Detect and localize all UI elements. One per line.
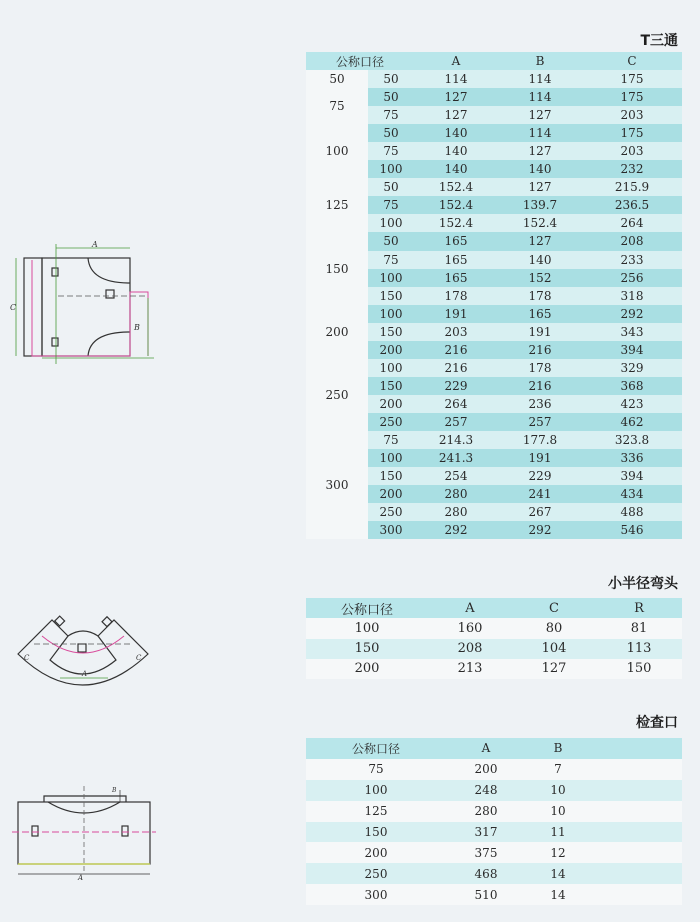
inspection-blank-cell [590, 780, 682, 801]
inspection-b-cell: 10 [550, 783, 566, 798]
tee-drawing [8, 238, 156, 370]
tee-main-size-cell: 200 [306, 305, 368, 359]
elbow-r-cell: 150 [626, 661, 652, 677]
inspection-a-cell: 375 [474, 845, 498, 860]
tee-a-cell: 127 [444, 90, 468, 105]
tee-branch-size-cell: 75 [383, 252, 399, 267]
tee-main-size-cell: 100 [306, 124, 368, 178]
tee-a-cell: 178 [444, 288, 468, 303]
inspection-b-cell: 14 [550, 866, 566, 881]
tee-main-size-cell: 50 [306, 70, 368, 88]
tee-b-cell: 114 [528, 72, 552, 87]
tee-dim-c-label: C [10, 303, 17, 312]
inspection-b-cell: 10 [550, 804, 566, 819]
tee-a-cell: 264 [444, 396, 468, 411]
tee-table-row [306, 88, 682, 106]
elbow-table-row [306, 659, 682, 679]
tee-branch-size-cell: 150 [379, 324, 403, 339]
tee-c-cell: 546 [620, 523, 644, 538]
tee-branch-size-cell: 250 [379, 414, 403, 429]
tee-c-cell: 208 [620, 234, 644, 249]
elbow-table-row [306, 618, 682, 638]
tee-b-cell: 127 [528, 234, 552, 249]
tee-branch-size-cell: 100 [379, 270, 403, 285]
tee-branch-size-cell: 50 [383, 180, 399, 195]
inspection-table-body [306, 759, 682, 905]
tee-branch-size-cell: 50 [383, 234, 399, 249]
elbow-spec-table [306, 598, 682, 679]
inspection-b-cell: 12 [550, 845, 566, 860]
inspection-spec-table [306, 738, 682, 905]
tee-branch-size-cell: 250 [379, 505, 403, 520]
tee-a-cell: 203 [444, 324, 468, 339]
tee-spec-table [306, 52, 682, 539]
inspection-a-cell: 200 [474, 762, 498, 777]
tee-c-cell: 256 [620, 270, 644, 285]
tee-c-cell: 236.5 [614, 198, 650, 213]
tee-table-row [306, 232, 682, 250]
inspection-table-header-row [306, 738, 682, 759]
tee-branch-size-cell: 150 [379, 469, 403, 484]
tee-a-cell: 114 [444, 72, 468, 87]
tee-b-cell: 127 [528, 180, 552, 195]
tee-a-cell: 280 [444, 487, 468, 502]
tee-table-row [306, 431, 682, 449]
tee-b-cell: 152 [528, 270, 552, 285]
tee-main-size-cell: 250 [306, 359, 368, 431]
elbow-header-a: A [465, 600, 475, 616]
elbow-c-cell: 104 [541, 641, 567, 657]
elbow-a-cell: 160 [457, 620, 483, 636]
tee-a-cell: 140 [444, 144, 468, 159]
tee-c-cell: 292 [620, 306, 644, 321]
tee-a-cell: 165 [444, 270, 468, 285]
tee-b-cell: 178 [528, 288, 552, 303]
tee-a-cell: 280 [444, 505, 468, 520]
tee-a-cell: 216 [444, 360, 468, 375]
tee-b-cell: 216 [528, 342, 552, 357]
tee-b-cell: 140 [528, 162, 552, 177]
elbow-c-cell: 80 [545, 620, 563, 636]
elbow-size-cell: 200 [354, 661, 380, 677]
tee-main-size-cell: 150 [306, 232, 368, 304]
elbow-table-row [306, 639, 682, 659]
tee-branch-size-cell: 75 [383, 108, 399, 123]
tee-b-cell: 178 [528, 360, 552, 375]
tee-c-cell: 394 [620, 342, 644, 357]
inspection-size-cell: 200 [364, 845, 388, 860]
tee-b-cell: 127 [528, 108, 552, 123]
tee-b-cell: 127 [528, 144, 552, 159]
inspection-a-cell: 280 [474, 804, 498, 819]
tee-a-cell: 152.4 [438, 198, 474, 213]
tee-branch-size-cell: 75 [383, 198, 399, 213]
elbow-section-title: 小半径弯头 [608, 576, 678, 592]
tee-b-cell: 177.8 [522, 433, 558, 447]
tee-b-cell: 216 [528, 378, 552, 393]
tee-b-cell: 139.7 [522, 198, 558, 213]
tee-main-size-cell: 75 [306, 88, 368, 124]
elbow-header-nominal-size: 公称口径 [340, 602, 393, 618]
inspection-dim-b-label: B [112, 787, 117, 794]
inspection-drawing [8, 780, 158, 882]
tee-main-size-cell: 125 [306, 178, 368, 232]
tee-branch-size-cell: 200 [379, 396, 403, 411]
elbow-a-cell: 208 [457, 641, 483, 657]
inspection-table-row [306, 884, 682, 905]
inspection-size-cell: 100 [364, 783, 388, 798]
inspection-a-cell: 510 [474, 887, 498, 902]
tee-a-cell: 165 [444, 252, 468, 267]
elbow-drawing [12, 606, 154, 686]
tee-c-cell: 215.9 [614, 180, 650, 195]
tee-c-cell: 175 [620, 90, 644, 105]
inspection-a-cell: 317 [474, 825, 498, 839]
inspection-table-row [306, 863, 682, 884]
inspection-b-cell: 14 [550, 887, 566, 902]
tee-branch-size-cell: 100 [379, 216, 403, 231]
tee-b-cell: 292 [528, 523, 552, 538]
inspection-size-cell: 150 [364, 825, 388, 839]
tee-header-c: C [627, 54, 637, 69]
tee-c-cell: 336 [620, 451, 644, 466]
inspection-table-row [306, 842, 682, 863]
tee-c-cell: 462 [620, 414, 644, 429]
inspection-b-cell: 7 [554, 762, 562, 777]
inspection-a-cell: 468 [474, 866, 498, 881]
tee-b-cell: 267 [528, 505, 552, 520]
tee-section-title: T三通 [640, 33, 678, 49]
tee-table-row [306, 124, 682, 142]
tee-table-row [306, 305, 682, 323]
tee-b-cell: 191 [528, 324, 552, 339]
inspection-blank-cell [590, 863, 682, 884]
tee-c-cell: 264 [620, 216, 644, 231]
tee-branch-size-cell: 300 [379, 523, 403, 538]
tee-a-cell: 140 [444, 126, 468, 141]
tee-a-cell: 152.4 [438, 180, 474, 195]
tee-a-cell: 241.3 [438, 451, 474, 466]
elbow-table-header-row [306, 598, 682, 618]
inspection-b-cell: 11 [550, 825, 566, 839]
elbow-c-cell: 127 [541, 661, 567, 677]
tee-b-cell: 257 [528, 414, 552, 429]
tee-a-cell: 191 [444, 306, 468, 321]
inspection-size-cell: 300 [364, 887, 388, 902]
elbow-dim-a-label: A [82, 670, 88, 678]
elbow-header-r: R [634, 600, 644, 616]
tee-table-body [306, 70, 682, 539]
elbow-dim-c-right-label: C [136, 654, 142, 662]
tee-branch-size-cell: 50 [383, 72, 399, 87]
tee-b-cell: 191 [528, 451, 552, 466]
tee-branch-size-cell: 100 [379, 162, 403, 177]
elbow-size-cell: 150 [354, 641, 380, 657]
tee-branch-size-cell: 50 [383, 90, 399, 105]
tee-table-row [306, 359, 682, 377]
tee-a-cell: 292 [444, 523, 468, 538]
tee-c-cell: 434 [620, 487, 644, 502]
tee-branch-size-cell: 150 [379, 288, 403, 303]
inspection-header-b: B [553, 741, 563, 756]
inspection-size-cell: 250 [364, 866, 388, 881]
tee-c-cell: 343 [620, 324, 644, 339]
inspection-header-a: A [481, 741, 491, 756]
tee-table-row [306, 178, 682, 196]
elbow-a-cell: 213 [457, 661, 483, 677]
tee-c-cell: 318 [620, 288, 644, 303]
tee-a-cell: 152.4 [438, 216, 474, 231]
inspection-table-row [306, 759, 682, 780]
inspection-table-row [306, 801, 682, 822]
tee-branch-size-cell: 200 [379, 342, 403, 357]
tee-b-cell: 165 [528, 306, 552, 321]
tee-branch-size-cell: 150 [379, 378, 403, 393]
tee-a-cell: 216 [444, 342, 468, 357]
tee-branch-size-cell: 200 [379, 487, 403, 502]
inspection-size-cell: 125 [364, 804, 388, 819]
tee-table-header-row [306, 52, 682, 70]
tee-dim-b-label: B [134, 323, 140, 332]
inspection-blank-cell [590, 801, 682, 822]
tee-c-cell: 423 [620, 396, 644, 411]
tee-c-cell: 329 [620, 360, 644, 375]
tee-table-row [306, 70, 682, 88]
inspection-a-cell: 248 [474, 783, 498, 798]
tee-branch-size-cell: 100 [379, 451, 403, 466]
tee-branch-size-cell: 75 [383, 144, 399, 159]
tee-a-cell: 214.3 [438, 433, 474, 447]
tee-b-cell: 152.4 [522, 216, 558, 231]
inspection-blank-cell [590, 884, 682, 905]
tee-branch-size-cell: 100 [379, 360, 403, 375]
tee-branch-size-cell: 50 [383, 126, 399, 141]
inspection-dim-a-label: A [78, 874, 84, 882]
inspection-size-cell: 75 [368, 762, 384, 777]
tee-c-cell: 203 [620, 108, 644, 123]
tee-a-cell: 257 [444, 414, 468, 429]
tee-dim-a-label: A [92, 240, 98, 249]
tee-a-cell: 127 [444, 108, 468, 123]
tee-c-cell: 323.8 [614, 433, 650, 447]
tee-b-cell: 236 [528, 396, 552, 411]
inspection-blank-cell [590, 822, 682, 843]
tee-b-cell: 140 [528, 252, 552, 267]
elbow-r-cell: 113 [626, 641, 652, 657]
tee-header-a: A [451, 54, 461, 69]
tee-c-cell: 232 [620, 162, 644, 177]
inspection-blank-cell [590, 759, 682, 780]
inspection-section-title: 检查口 [636, 715, 678, 731]
tee-c-cell: 488 [620, 505, 644, 520]
tee-b-cell: 229 [528, 469, 552, 484]
elbow-header-c: C [549, 600, 559, 616]
tee-a-cell: 165 [444, 234, 468, 249]
inspection-header-nominal-size: 公称口径 [351, 741, 400, 756]
tee-branch-size-cell: 75 [383, 433, 399, 447]
inspection-table-row [306, 822, 682, 843]
tee-c-cell: 394 [620, 469, 644, 484]
tee-branch-size-cell: 100 [379, 306, 403, 321]
elbow-table-body [306, 618, 682, 679]
tee-c-cell: 203 [620, 144, 644, 159]
tee-c-cell: 368 [620, 378, 644, 393]
tee-c-cell: 233 [620, 252, 644, 267]
tee-a-cell: 254 [444, 469, 468, 484]
tee-b-cell: 241 [528, 487, 552, 502]
inspection-header-blank [590, 738, 682, 759]
tee-a-cell: 229 [444, 378, 468, 393]
tee-b-cell: 114 [528, 126, 552, 141]
tee-c-cell: 175 [620, 72, 644, 87]
inspection-blank-cell [590, 842, 682, 863]
elbow-size-cell: 100 [354, 620, 380, 636]
elbow-dim-c-left-label: C [24, 654, 30, 662]
inspection-table-row [306, 780, 682, 801]
tee-header-nominal-size: 公称口径 [335, 54, 384, 69]
tee-header-b: B [535, 54, 545, 69]
tee-a-cell: 140 [444, 162, 468, 177]
elbow-r-cell: 81 [630, 620, 648, 636]
tee-b-cell: 114 [528, 90, 552, 105]
tee-main-size-cell: 300 [306, 431, 368, 539]
tee-c-cell: 175 [620, 126, 644, 141]
